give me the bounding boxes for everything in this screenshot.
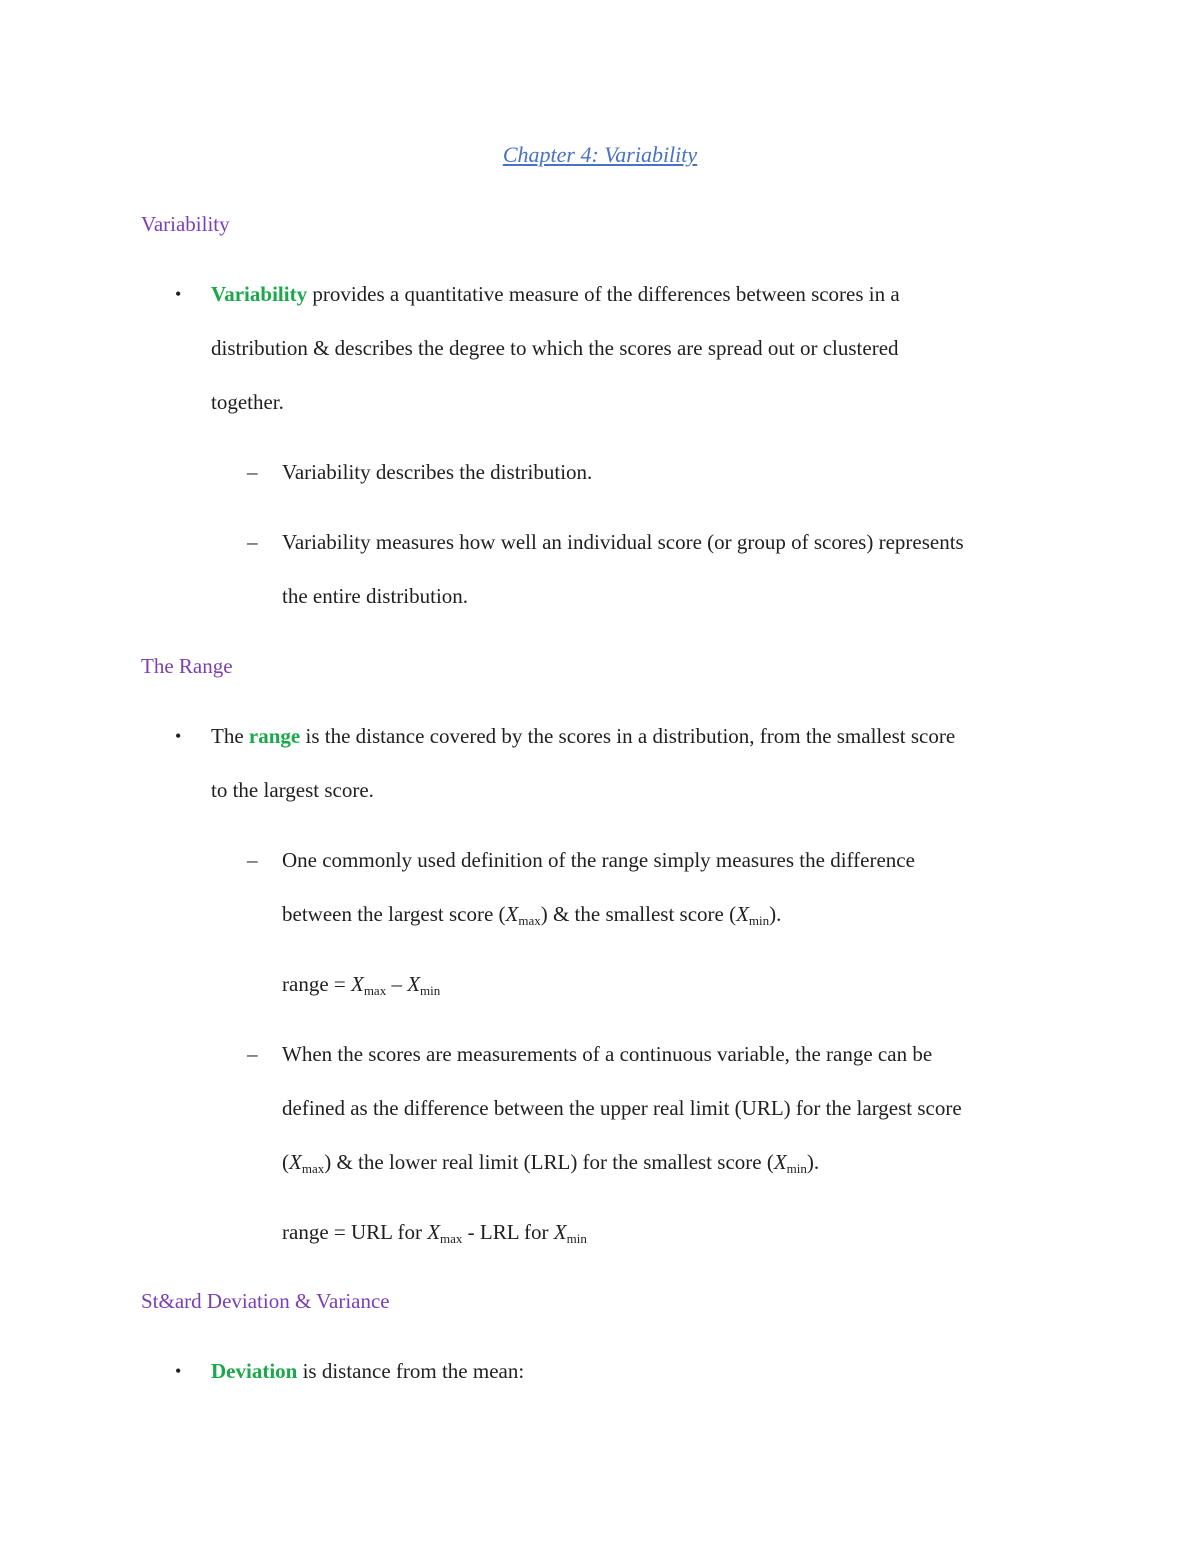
range-formula-1 bbox=[282, 972, 440, 999]
var-x: X bbox=[773, 1150, 787, 1174]
term-range: range bbox=[248, 724, 301, 748]
operator: – bbox=[386, 972, 408, 996]
var-x: X bbox=[505, 902, 519, 926]
text: range = bbox=[282, 972, 351, 996]
range-sub2-line2: defined as the difference between the upper real limit (URL) for the largest score bbox=[282, 1096, 962, 1120]
text: is distance from the mean: bbox=[297, 1359, 525, 1383]
text: - LRL for bbox=[462, 1220, 554, 1244]
variability-bullet-line1 bbox=[211, 282, 900, 307]
range-sub1-line1: One commonly used definition of the range simply measures the difference bbox=[282, 848, 915, 872]
subscript-max: max bbox=[363, 983, 387, 998]
range-sub2-line1: When the scores are measurements of a continuous variable, the range can be bbox=[282, 1042, 933, 1066]
range-sub1-line2 bbox=[282, 902, 781, 929]
subscript-min: min bbox=[420, 983, 441, 998]
text: ). bbox=[806, 1150, 820, 1174]
text: ) & the lower real limit (LRL) for the smallest score ( bbox=[324, 1150, 774, 1174]
range-bullet-line1 bbox=[211, 724, 955, 749]
var-x: X bbox=[289, 1150, 302, 1174]
var-x: X bbox=[553, 1220, 567, 1244]
text: range = URL for bbox=[282, 1220, 428, 1244]
variability-bullet-line2: distribution & describes the degree to which the scores are spread out or clustered bbox=[211, 336, 899, 360]
variability-sub2-line2: the entire distribution. bbox=[282, 584, 469, 608]
bullet-icon: • bbox=[175, 726, 182, 746]
subscript-min: min bbox=[566, 1231, 587, 1246]
bullet-icon: • bbox=[175, 284, 182, 304]
std-bullet-line1 bbox=[211, 1359, 524, 1384]
text: is the distance covered by the scores in a distribution, from the smallest score bbox=[300, 724, 956, 748]
heading-range: The Range bbox=[141, 654, 233, 678]
text: between the largest score ( bbox=[282, 902, 506, 926]
dash-icon: – bbox=[247, 530, 258, 554]
text: ). bbox=[769, 902, 782, 926]
dash-icon: – bbox=[247, 460, 258, 484]
var-x: X bbox=[407, 972, 421, 996]
range-sub2-line3 bbox=[282, 1150, 819, 1177]
dash-icon: – bbox=[247, 1042, 258, 1066]
subscript-min: min bbox=[748, 913, 770, 928]
variability-sub2-line1: Variability measures how well an individual score (or group of scores) represents bbox=[282, 530, 964, 554]
term-variability: Variability bbox=[211, 282, 308, 306]
subscript-max: max bbox=[518, 913, 541, 928]
term-deviation: Deviation bbox=[211, 1359, 298, 1383]
heading-std-deviation: St&ard Deviation & Variance bbox=[141, 1289, 390, 1313]
heading-variability: Variability bbox=[141, 212, 230, 236]
subscript-max: max bbox=[440, 1231, 463, 1246]
variability-bullet-line3: together. bbox=[211, 390, 284, 414]
dash-icon: – bbox=[247, 848, 258, 872]
var-x: X bbox=[736, 902, 749, 926]
subscript-max: max bbox=[301, 1161, 325, 1176]
bullet-icon: • bbox=[175, 1361, 182, 1381]
text: The bbox=[211, 724, 249, 748]
range-bullet-line2: to the largest score. bbox=[211, 778, 374, 802]
variability-sub1: Variability describes the distribution. bbox=[282, 460, 593, 484]
var-x: X bbox=[427, 1220, 441, 1244]
var-x: X bbox=[350, 972, 364, 996]
text: ( bbox=[282, 1150, 289, 1174]
page-title: Chapter 4: Variability bbox=[502, 142, 698, 167]
text: ) & the smallest score ( bbox=[540, 902, 737, 926]
range-formula-2 bbox=[282, 1220, 587, 1247]
subscript-min: min bbox=[786, 1161, 807, 1176]
text: provides a quantitative measure of the differences between scores in a bbox=[307, 282, 900, 306]
